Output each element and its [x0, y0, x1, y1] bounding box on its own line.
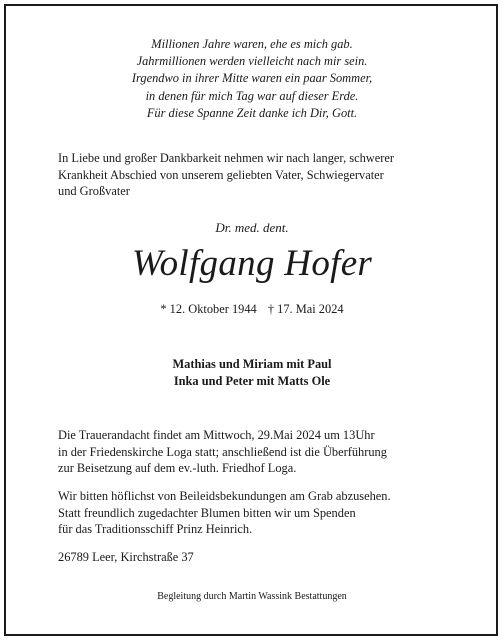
- intro-text: [58, 150, 458, 200]
- life-dates: [0, 302, 504, 317]
- family-line: Mathias und Miriam mit Paul: [172, 357, 332, 371]
- deceased-name: Wolfgang Hofer: [131, 243, 373, 284]
- request-line: für das Traditionsschiff Prinz Heinrich.: [58, 522, 253, 536]
- birth-date: * 12. Oktober 1944: [160, 302, 257, 316]
- family-names: [0, 356, 504, 390]
- poem-line: Jahrmillionen werden vielleicht nach mir sein.: [136, 54, 368, 69]
- poem-line: Für diese Spanne Zeit danke ich Dir, Gott.: [146, 105, 358, 120]
- request-line: Wir bitten höflichst von Beileidsbekundungen am Grab abzusehen.: [58, 489, 391, 503]
- poem-line: in denen für mich Tag war auf dieser Erde.: [145, 88, 359, 103]
- academic-title: Dr. med. dent.: [215, 220, 289, 235]
- service-line: Die Trauerandacht findet am Mittwoch, 29.Mai 2024 um 13Uhr: [58, 428, 375, 442]
- address: 26789 Leer, Kirchstraße 37: [58, 550, 194, 564]
- service-line: in der Friedenskirche Loga statt; anschließend ist die Überführung: [58, 444, 387, 459]
- family-line: Inka und Peter mit Matts Ole: [173, 374, 331, 388]
- poem-line: Millionen Jahre waren, ehe es mich gab.: [151, 37, 353, 51]
- intro-line: und Großvater: [58, 184, 130, 198]
- intro-line: In Liebe und großer Dankbarkeit nehmen wir nach langer, schwerer: [58, 151, 394, 165]
- service-line: zur Beisetzung auf dem ev.-luth. Friedhof Loga.: [58, 461, 297, 475]
- funeral-home-credit: Begleitung durch Martin Wassink Bestattungen: [157, 591, 347, 602]
- death-date: † 17. Mai 2024: [267, 302, 344, 316]
- donation-request: [58, 488, 478, 538]
- intro-line: Krankheit Abschied von unserem geliebten Vater, Schwiegervater: [58, 167, 384, 182]
- request-line: Statt freundlich zugedachter Blumen bitten wir um Spenden: [58, 505, 356, 520]
- poem: [0, 36, 504, 122]
- service-info: [58, 427, 478, 477]
- poem-line: Irgendwo in ihrer Mitte waren ein paar Sommer,: [131, 71, 373, 86]
